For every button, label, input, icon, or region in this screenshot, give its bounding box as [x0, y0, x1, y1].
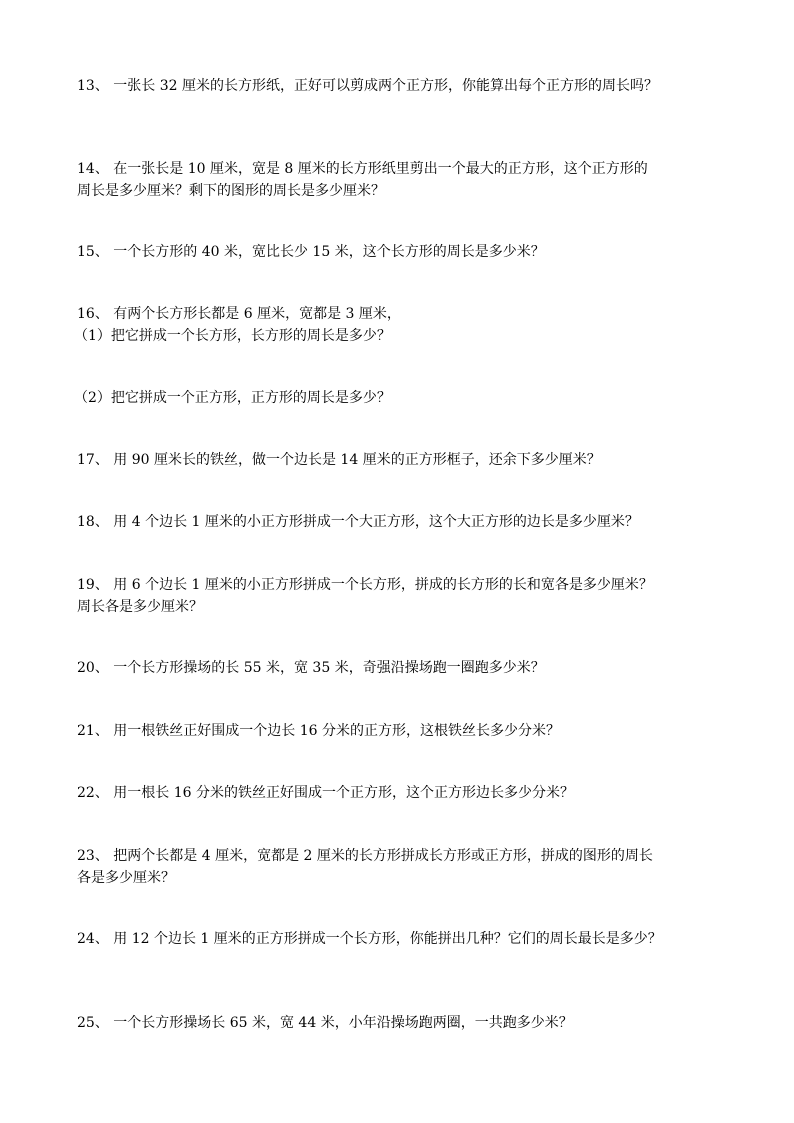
question-17	[77, 449, 727, 471]
question-16-part-2	[74, 387, 727, 409]
question-text-continued: 各是多少厘米？	[77, 870, 175, 886]
question-20	[77, 657, 727, 679]
question-23	[77, 845, 727, 889]
question-subpart-1: （1）把它拼成一个长方形，长方形的周长是多少？	[74, 328, 391, 344]
question-18	[77, 511, 727, 533]
question-16	[74, 303, 727, 347]
question-19	[77, 574, 727, 618]
question-14	[77, 158, 727, 202]
question-text-continued: 周长各是多少厘米？	[77, 599, 203, 615]
question-22	[77, 782, 727, 804]
question-text: 21、 用一根铁丝正好围成一个边长 16 分米的正方形，这根铁丝长多少分米？	[77, 723, 560, 739]
question-25	[77, 1012, 727, 1034]
question-13	[77, 75, 727, 97]
question-text: 17、 用 90 厘米长的铁丝，做一个边长是 14 厘米的正方形框子，还余下多少厘米？	[77, 452, 601, 468]
question-subpart-2: （2）把它拼成一个正方形，正方形的周长是多少？	[74, 390, 391, 406]
question-text: 25、 一个长方形操场长 65 米，宽 44 米，小年沿操场跑两圈，一共跑多少米？	[77, 1015, 573, 1031]
question-text: 19、 用 6 个边长 1 厘米的小正方形拼成一个长方形，拼成的长方形的长和宽各是多少厘米？	[77, 577, 653, 593]
question-text: 22、 用一根长 16 分米的铁丝正好围成一个正方形，这个正方形边长多少分米？	[77, 785, 574, 801]
question-24	[77, 928, 727, 950]
question-text: 20、 一个长方形操场的长 55 米，宽 35 米，奇强沿操场跑一圈跑多少米？	[77, 660, 545, 676]
question-text: 14、 在一张长是 10 厘米，宽是 8 厘米的长方形纸里剪出一个最大的正方形，这个正方形的	[77, 161, 648, 177]
question-text: 15、 一个长方形的 40 米，宽比长少 15 米，这个长方形的周长是多少米？	[77, 244, 545, 260]
question-text: 13、 一张长 32 厘米的长方形纸，正好可以剪成两个正方形，你能算出每个正方形的周长吗？	[77, 78, 658, 94]
question-text: 18、 用 4 个边长 1 厘米的小正方形拼成一个大正方形，这个大正方形的边长是多少厘米？	[77, 514, 639, 530]
question-text: 23、 把两个长都是 4 厘米，宽都是 2 厘米的长方形拼成长方形或正方形，拼成的图形的周长	[77, 848, 653, 864]
question-text-continued: 周长是多少厘米？剩下的图形的周长是多少厘米？	[77, 183, 385, 199]
question-text: 24、 用 12 个边长 1 厘米的正方形拼成一个长方形，你能拼出几种？它们的周长最长是多少？	[77, 931, 662, 947]
question-text: 16、 有两个长方形长都是 6 厘米，宽都是 3 厘米，	[77, 306, 401, 322]
question-15	[77, 241, 727, 263]
question-21	[77, 720, 727, 742]
